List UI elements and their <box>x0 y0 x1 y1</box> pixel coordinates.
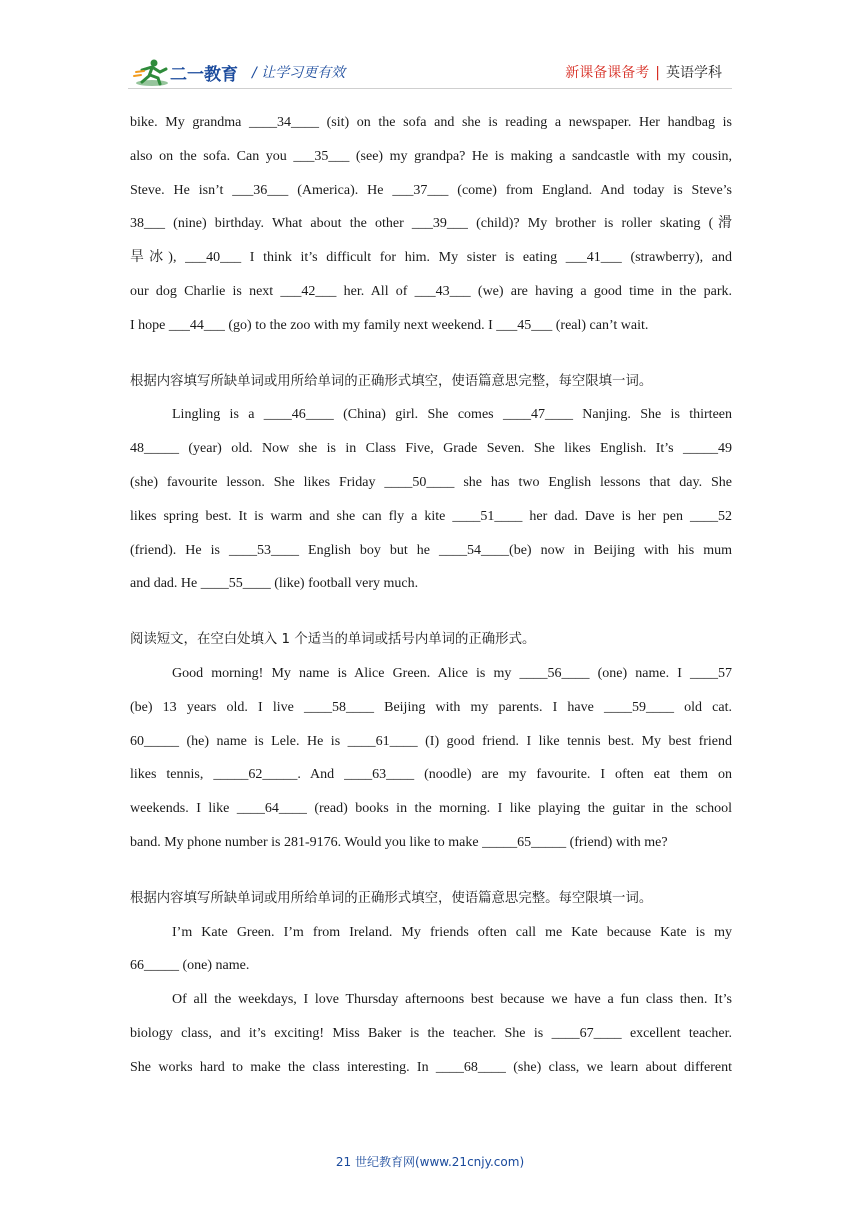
section-4-instruction: 根据内容填写所缺单词或用所给单词的正确形式填空，使语篇意思完整。每空限填一词。 <box>130 890 653 906</box>
text-line: I hope ___44___ (go) to the zoo with my family next weekend. I ___45___ (real) can’t wait. <box>130 317 649 333</box>
text-line: Good morning! My name is Alice Green. Alice is my ____56____ (one) name. I ____57 <box>172 665 732 681</box>
text-line: (she) favourite lesson. She likes Friday ____50____ she has two English lessons that day. She <box>130 474 732 490</box>
text-line: Steve. He isn’t ___36___ (America). He ___37___ (come) from England. And today is Steve’s <box>130 182 732 198</box>
worksheet-content <box>130 106 732 1085</box>
header-subject-label: 英语学科 <box>666 65 722 81</box>
passage-4 <box>130 916 732 1085</box>
text-line: 48_____ (year) old. Now she is in Class Five, Grade Seven. She likes English. It’s _____49 <box>130 441 732 457</box>
text-line: biology class, and it’s exciting! Miss Baker is the teacher. She is ____67____ excellent teacher. <box>130 1025 732 1041</box>
text-line: band. My phone number is 281-9176. Would you like to make _____65_____ (friend) with me? <box>130 834 668 850</box>
header-divider <box>128 88 732 89</box>
text-line: weekends. I like ____64____ (read) books in the morning. I like playing the guitar in the school <box>130 801 732 817</box>
text-line: I’m Kate Green. I’m from Ireland. My friends often call me Kate because Kate is my <box>172 924 732 940</box>
text-line: She works hard to make the class interesting. In ____68____ (she) class, we learn about different <box>130 1059 732 1075</box>
text-line: (friend). He is ____53____ English boy but he ____54____(be) now in Beijing with his mum <box>130 542 732 558</box>
text-line: bike. My grandma ____34____ (sit) on the sofa and she is reading a newspaper. Her handbag is <box>130 115 732 130</box>
header-course-label: 新课备课备考 <box>565 65 650 81</box>
text-line: likes tennis, _____62_____. And ____63____ (noodle) are my favourite. I often eat them on <box>130 767 732 783</box>
page-header <box>0 0 860 100</box>
text-line: also on the sofa. Can you ___35___ (see) my grandpa? He is making a sandcastle with my cousin, <box>130 148 732 164</box>
text-line: our dog Charlie is next ___42___ her. All of ___43___ (we) are having a good time in the park. <box>130 283 732 299</box>
passage-2 <box>130 398 732 601</box>
text-line: 旱冰), ___40___ I think it’s difficult for him. My sister is eating ___41___ (strawberry), and <box>130 250 732 266</box>
section-2-instruction: 根据内容填写所缺单词或用所给单词的正确形式填空，使语篇意思完整，每空限填一词。 <box>130 373 653 389</box>
slogan: / 让学习更有效 <box>252 65 346 81</box>
header-subject <box>565 62 722 82</box>
text-line: Lingling is a ____46____ (China) girl. She comes ____47____ Nanjing. She is thirteen <box>172 407 732 423</box>
passage-3 <box>130 657 732 860</box>
section-3-instruction: 阅读短文，在空白处填入 1 个适当的单词或括号内单词的正确形式。 <box>130 632 536 648</box>
text-line: Of all the weekdays, I love Thursday afternoons best because we have a fun class then. It’s <box>172 992 732 1008</box>
logo-icon <box>132 56 247 90</box>
logo-text: 二一教育 <box>170 65 238 85</box>
header-separator: | <box>655 65 660 81</box>
text-line: 66_____ (one) name. <box>130 958 250 974</box>
text-line: likes spring best. It is warm and she can fly a kite ____51____ her dad. Dave is her pen ____52 <box>130 508 732 524</box>
text-line: (be) 13 years old. I live ____58____ Beijing with my parents. I have ____59____ old cat. <box>130 699 732 715</box>
passage-1 <box>130 106 732 343</box>
text-line: 38___ (nine) birthday. What about the other ___39___ (child)? My brother is roller skating (滑 <box>130 216 732 232</box>
text-line: and dad. He ____55____ (like) football very much. <box>130 576 419 592</box>
page-footer: 21 世纪教育网(www.21cnjy.com) <box>335 1155 525 1169</box>
text-line: 60_____ (he) name is Lele. He is ____61____ (I) good friend. I like tennis best. My best friend <box>130 733 732 749</box>
